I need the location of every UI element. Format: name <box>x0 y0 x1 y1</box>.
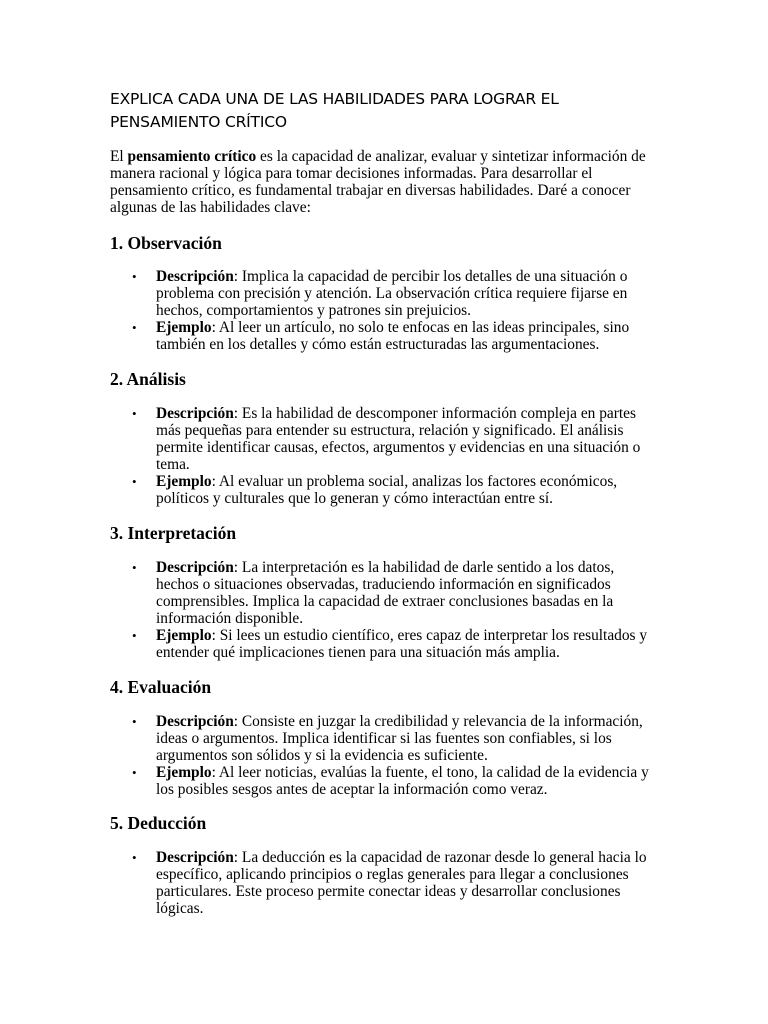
item-sep: : <box>233 713 242 730</box>
section-heading-analisis: 2. Análisis <box>110 369 186 389</box>
intro-bold-term: pensamiento crítico <box>127 148 257 165</box>
bullet-icon: • <box>132 406 137 421</box>
bullet-icon: • <box>132 269 137 284</box>
item-text: Si lees un estudio científico, eres capaz de interpretar los resultados y entender qué implicaciones tienen para una situación más amplia. <box>156 627 648 661</box>
item-label: Ejemplo <box>156 473 212 490</box>
list-item <box>110 713 658 764</box>
item-label: Descripción <box>156 268 234 285</box>
section-heading-evaluacion: 4. Evaluación <box>110 677 212 697</box>
list-item <box>110 405 658 473</box>
bullet-icon: • <box>132 628 137 643</box>
list-item <box>110 559 658 627</box>
item-label: Descripción <box>156 849 234 866</box>
item-label: Ejemplo <box>156 627 212 644</box>
item-label: Descripción <box>156 713 234 730</box>
section-list-analisis <box>110 405 658 507</box>
item-sep: : <box>233 405 242 422</box>
item-sep: : <box>211 764 219 781</box>
item-sep: : <box>233 849 242 866</box>
item-sep: : <box>211 473 219 490</box>
section-list-evaluacion <box>110 713 658 798</box>
item-sep: : <box>211 319 219 336</box>
item-text: Consiste en juzgar la credibilidad y relevancia de la información, ideas o argumentos. Implica identificar si las fuentes son confiables, si los argumentos son sólidos y si la evidencia es suficiente. <box>156 713 643 764</box>
item-text: Al leer un artículo, no solo te enfocas en las ideas principales, sino también en los detalles y cómo están estructuradas las argumentaciones. <box>156 319 630 353</box>
list-item <box>110 319 658 353</box>
item-text: La interpretación es la habilidad de darle sentido a los datos, hechos o situaciones observadas, traduciendo información en significados comprensibles. Implica la capacidad de extraer conclusiones basadas en la información disponible. <box>156 559 615 627</box>
section-heading-observacion: 1. Observación <box>110 233 222 253</box>
item-label: Ejemplo <box>156 319 212 336</box>
bullet-icon: • <box>132 765 137 780</box>
section-list-interpretacion <box>110 559 658 661</box>
item-text: Al evaluar un problema social, analizas los factores económicos, políticos y culturales que lo generan y cómo interactúan entre sí. <box>156 473 618 507</box>
bullet-icon: • <box>132 474 137 489</box>
list-item <box>110 764 658 798</box>
item-text: Al leer noticias, evalúas la fuente, el tono, la calidad de la evidencia y los posibles sesgos antes de aceptar la información como veraz. <box>156 764 649 798</box>
bullet-icon: • <box>132 560 137 575</box>
item-label: Descripción <box>156 559 234 576</box>
item-label: Ejemplo <box>156 764 212 781</box>
list-item <box>110 268 658 319</box>
intro-after: es la capacidad de analizar, evaluar y sintetizar información de manera racional y lógica para tomar decisiones informadas. Para desarrollar el pensamiento crítico, es fundamental trabajar en diversas habilidades. Daré a conocer algunas de las habilidades clave: <box>110 148 646 216</box>
item-sep: : <box>233 268 242 285</box>
item-sep: : <box>233 559 242 576</box>
intro-before: El <box>110 148 128 165</box>
document-title: EXPLICA CADA UNA DE LAS HABILIDADES PARA LOGRAR EL PENSAMIENTO CRÍTICO <box>110 90 559 131</box>
list-item <box>110 849 658 917</box>
section-heading-deduccion: 5. Deducción <box>110 813 207 833</box>
section-heading-interpretacion: 3. Interpretación <box>110 523 237 543</box>
list-item <box>110 627 658 661</box>
item-text: Es la habilidad de descomponer información compleja en partes más pequeñas para entender su estructura, relación y significado. El análisis permite identificar causas, efectos, argumentos y evidencias en una situación o tema. <box>156 405 641 473</box>
intro-paragraph <box>110 148 658 216</box>
bullet-icon: • <box>132 850 137 865</box>
bullet-icon: • <box>132 714 137 729</box>
bullet-icon: • <box>132 320 137 335</box>
section-list-observacion <box>110 268 658 353</box>
item-text: Implica la capacidad de percibir los detalles de una situación o problema con precisión y atención. La observación crítica requiere fijarse en hechos, comportamientos y patrones sin prejuicios. <box>156 268 628 319</box>
item-sep: : <box>211 627 220 644</box>
item-text: La deducción es la capacidad de razonar desde lo general hacia lo específico, aplicando principios o reglas generales para llegar a conclusiones particulares. Este proceso permite conectar ideas y desarrollar conclusiones lógicas. <box>156 849 647 917</box>
list-item <box>110 473 658 507</box>
section-list-deduccion <box>110 849 658 917</box>
item-label: Descripción <box>156 405 234 422</box>
